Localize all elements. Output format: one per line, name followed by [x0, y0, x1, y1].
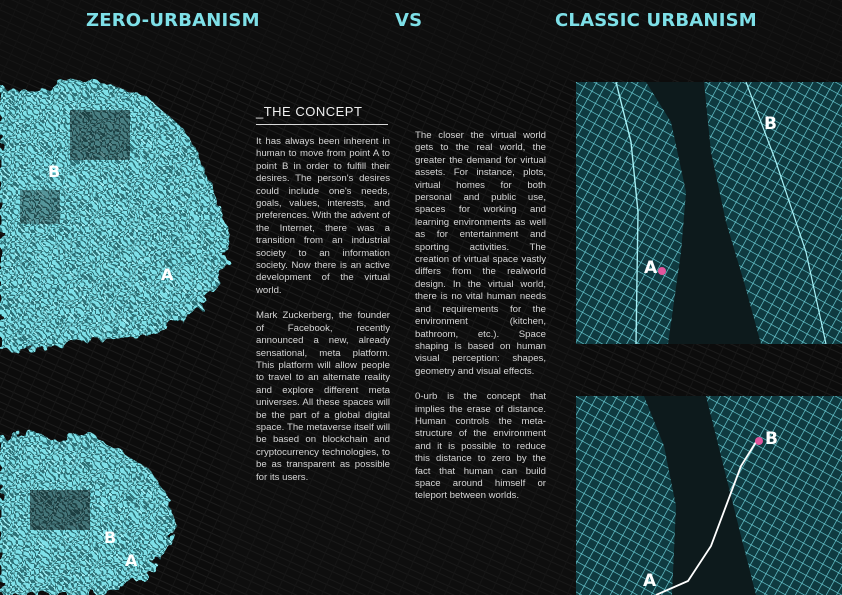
concept-column-1: [256, 136, 390, 497]
map-top-label-b: B: [764, 114, 777, 134]
concept-paragraph: The closer the virtual world gets to the real world, the greater the demand for virtual assets. For instance, plots, virtual homes for both personal and public use, spaces for working and learning environments as well as for entertainment and sporting activities. The creation of virtual space vastly differs from the realworld design. In the virtual world, there is no vital human needs and requirements for the environment (kitchen, bathroom, etc.). Space shaping is based on human visual perception: shapes, geometry and visual effects.: [415, 130, 546, 377]
heading-vs: VS: [395, 10, 423, 31]
zero-urbanism-top-cloud: [0, 70, 240, 360]
concept-paragraph: It has always been inherent in human to move from point A to point B in order to fulfill their desires. The person's desires could include one's needs, goals, values, interests, and preferences. With the advent of the Internet, there was a transition from an industrial society to an information society. Now there is an active development of the virtual world.: [256, 136, 390, 296]
zero-top-label-a: A: [161, 265, 174, 284]
concept-paragraph: Mark Zuckerberg, the founder of Facebook, recently announced a new, already sensational, meta platform. This platform will allow people to travel to an alternate reality and explore different meta universes. All these spaces will be the part of a global digital space. The metaverse itself will be based on blockchain and cryptocurrency technologies, to be as transparent as possible for its users.: [256, 310, 390, 483]
classic-urbanism-map-bottom: [576, 396, 842, 595]
zero-top-label-b: B: [48, 162, 61, 181]
concept-paragraph: 0-urb is the concept that implies the erase of distance. Human controls the meta-structure of the environment and it is possible to reduce this distance to zero by the fact that human can build space around himself or teleport between worlds.: [415, 391, 546, 502]
map-bottom-label-a: A: [643, 571, 657, 591]
concept-title: _THE CONCEPT: [256, 104, 363, 119]
concept-divider: [256, 124, 388, 125]
heading-classic-urbanism: CLASSIC URBANISM: [555, 10, 757, 31]
map-bottom-label-b: B: [765, 429, 778, 449]
heading-zero-urbanism: ZERO-URBANISM: [86, 10, 260, 31]
zero-bottom-label-a: A: [125, 551, 138, 570]
map-top-label-a: A: [644, 258, 658, 278]
classic-urbanism-map-top: [576, 82, 842, 344]
zero-urbanism-bottom-cloud: [0, 420, 200, 595]
zero-bottom-label-b: B: [104, 528, 117, 547]
concept-column-2: [415, 130, 546, 516]
